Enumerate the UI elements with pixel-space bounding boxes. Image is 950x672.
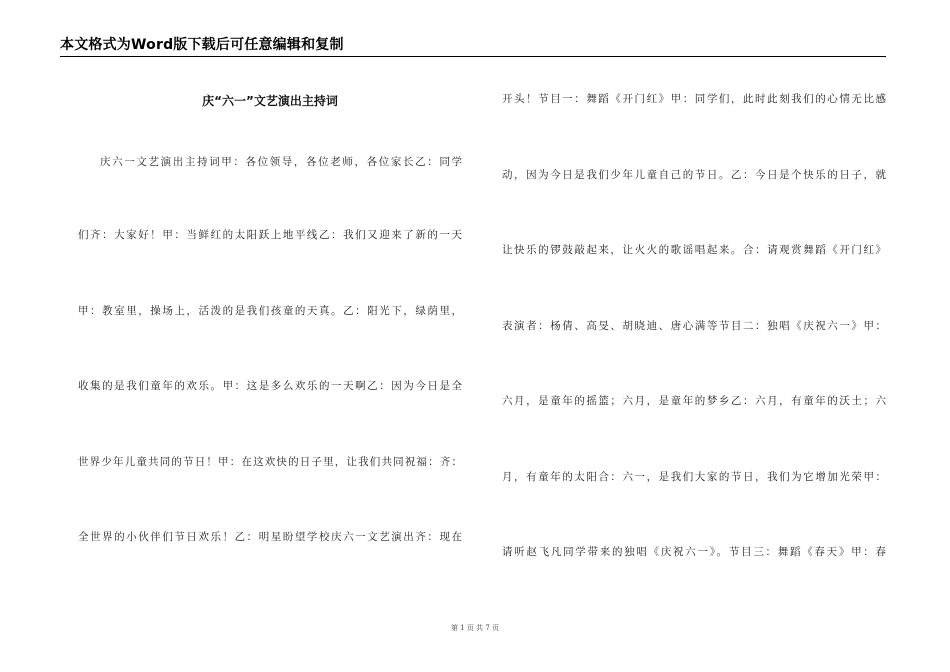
paragraph-line: 动，因为今日是我们少年儿童自己的节日。乙：今日是个快乐的日子，就 — [502, 169, 886, 181]
paragraph-line: 收集的是我们童年的欢乐。甲：这是多么欢乐的一天啊乙：因为今日是全 — [78, 380, 462, 392]
page-footer: 第 1 页 共 7 页 — [450, 624, 500, 632]
page-header — [60, 34, 886, 57]
paragraph-line: 月，有童年的太阳合：六一，是我们大家的节日，我们为它增加光荣甲： — [502, 471, 886, 483]
paragraph-line: 世界少年儿童共同的节日！甲：在这欢快的日子里，让我们共同祝福：齐： — [78, 456, 462, 468]
paragraph-line: 让快乐的锣鼓敲起来，让火火的歌谣唱起来。合：请观赏舞蹈《开门红》 — [502, 244, 886, 256]
paragraph-line: 请听赵飞凡同学带来的独唱《庆祝六一》。节目三：舞蹈《春天》甲：春 — [502, 546, 886, 558]
paragraph-line: 全世界的小伙伴们节日欢乐！乙：明星盼望学校庆六一文艺演出齐：现在 — [78, 531, 462, 543]
paragraph-line: 们齐：大家好！甲：当鲜红的太阳跃上地平线乙：我们又迎来了新的一天 — [78, 229, 462, 241]
paragraph-line: 庆六一文艺演出主持词甲：各位领导，各位老师，各位家长乙：同学 — [100, 156, 462, 168]
paragraph-line: 开头！节目一：舞蹈《开门红》甲：同学们，此时此刻我们的心情无比感 — [502, 93, 886, 105]
paragraph-line: 六月，是童年的摇篮；六月，是童年的梦乡乙：六月，有童年的沃土；六 — [502, 395, 886, 407]
paragraph-line: 甲：教室里，操场上，活泼的是我们孩童的天真。乙：阳光下，绿荫里， — [78, 305, 462, 317]
header-text: 本文格式为Word版下载后可任意编辑和复制 — [60, 37, 344, 53]
paragraph-line: 表演者：杨倩、高旻、胡晓迪、唐心满等节目二：独唱《庆祝六一》甲： — [502, 320, 886, 332]
document-title: 庆“六一”文艺演出主持词 — [202, 94, 338, 108]
